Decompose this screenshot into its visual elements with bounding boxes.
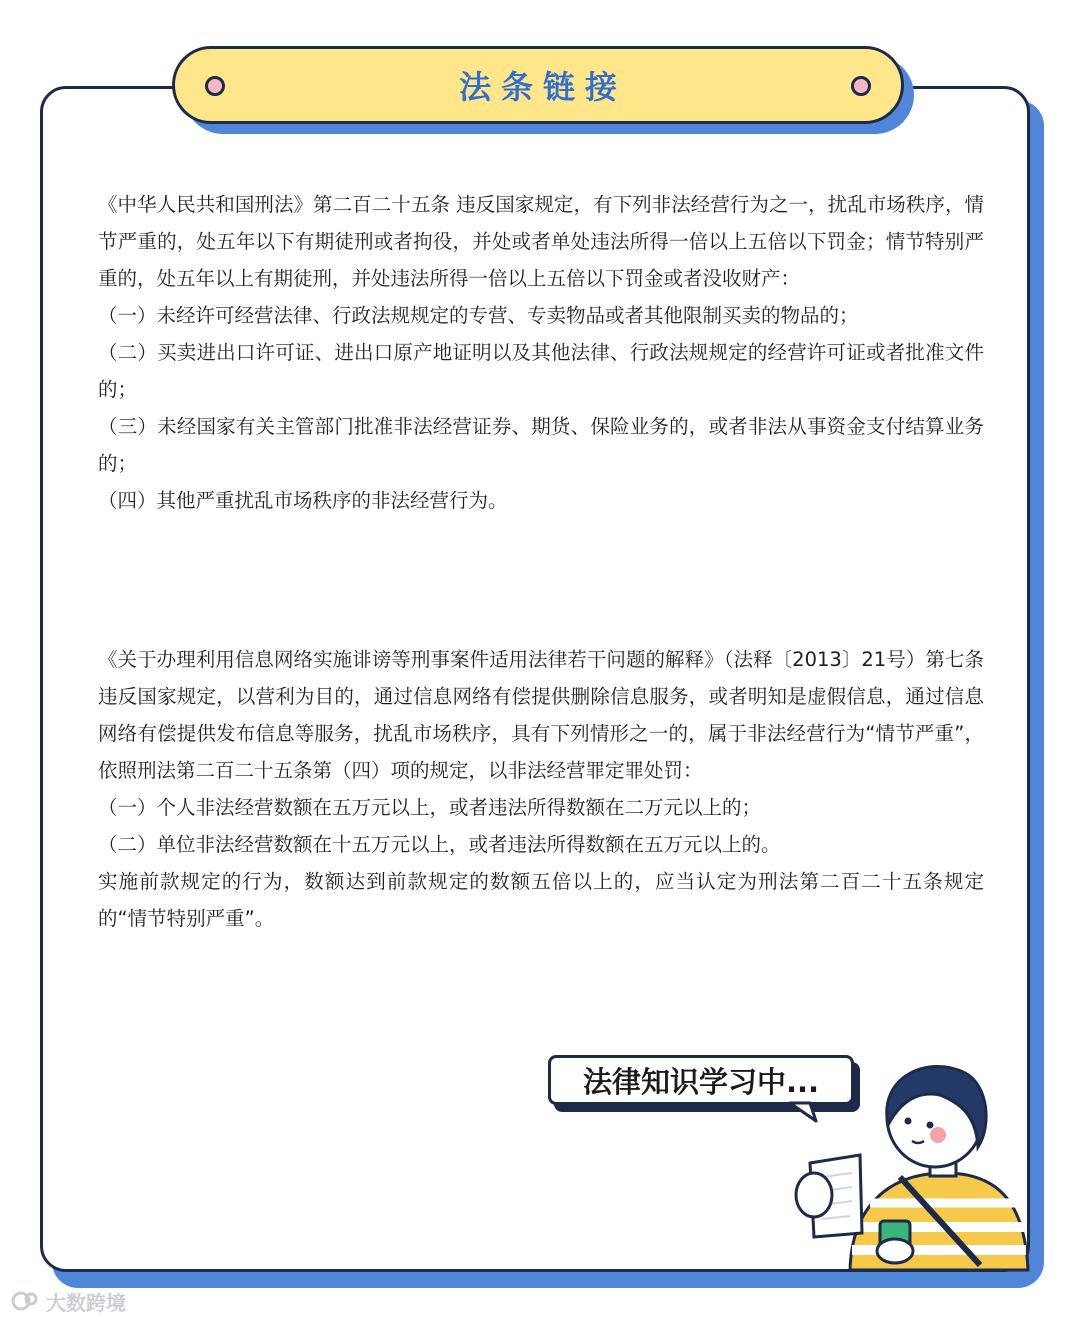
banner-dot-left xyxy=(205,76,225,96)
interpretation-item-1: （一）个人非法经营数额在五万元以上，或者违法所得数额在二万元以上的； xyxy=(98,796,762,819)
article-item-3: （三）未经国家有关主管部门批准非法经营证券、期货、保险业务的，或者非法从事资金支付结算业务的； xyxy=(98,415,984,475)
article-item-4: （四）其他严重扰乱市场秩序的非法经营行为。 xyxy=(98,489,508,512)
interpretation-item-2: （二）单位非法经营数额在十五万元以上，或者违法所得数额在五万元以上的。 xyxy=(98,833,781,856)
interpretation-section xyxy=(98,641,984,937)
page-title: 法条链接 xyxy=(458,68,627,106)
watermark-logo-icon xyxy=(10,1290,40,1312)
speech-bubble: 法律知识学习中... xyxy=(548,1055,854,1105)
interpretation-intro: 《关于办理利用信息网络实施诽谤等刑事案件适用法律若干问题的解释》（法释〔2013〕21号）第七条 违反国家规定，以营利为目的，通过信息网络有偿提供删除信息服务，或者明知是虚假信息，通过信息网络有偿提供发布信息等服务，扰乱市场秩序，具有下列情形之一的，属于非法经营行为“情节严重”，依照刑法第二百二十五条第（四）项的规定，以非法经营罪定罪处罚： xyxy=(98,648,984,782)
watermark xyxy=(10,1288,126,1314)
watermark-text: 大数跨境 xyxy=(46,1290,126,1315)
law-article-section xyxy=(98,186,984,519)
banner-dot-right xyxy=(851,76,871,96)
article-item-2: （二）买卖进出口许可证、进出口原产地证明以及其他法律、行政法规规定的经营许可证或者批准文件的； xyxy=(98,341,984,401)
article-item-1: （一）未经许可经营法律、行政法规规定的专营、专卖物品或者其他限制买卖的物品的； xyxy=(98,304,859,327)
article-intro: 《中华人民共和国刑法》第二百二十五条 违反国家规定，有下列非法经营行为之一，扰乱市场秩序，情节严重的，处五年以下有期徒刑或者拘役，并处或者单处违法所得一倍以上五倍以下罚金；情节特别严重的，处五年以上有期徒刑，并处违法所得一倍以上五倍以下罚金或者没收财产： xyxy=(98,193,984,290)
student-illustration-icon xyxy=(780,1055,1040,1275)
interpretation-note: 实施前款规定的行为，数额达到前款规定的数额五倍以上的，应当认定为刑法第二百二十五条规定的“情节特别严重”。 xyxy=(98,870,984,930)
title-banner xyxy=(172,46,904,124)
